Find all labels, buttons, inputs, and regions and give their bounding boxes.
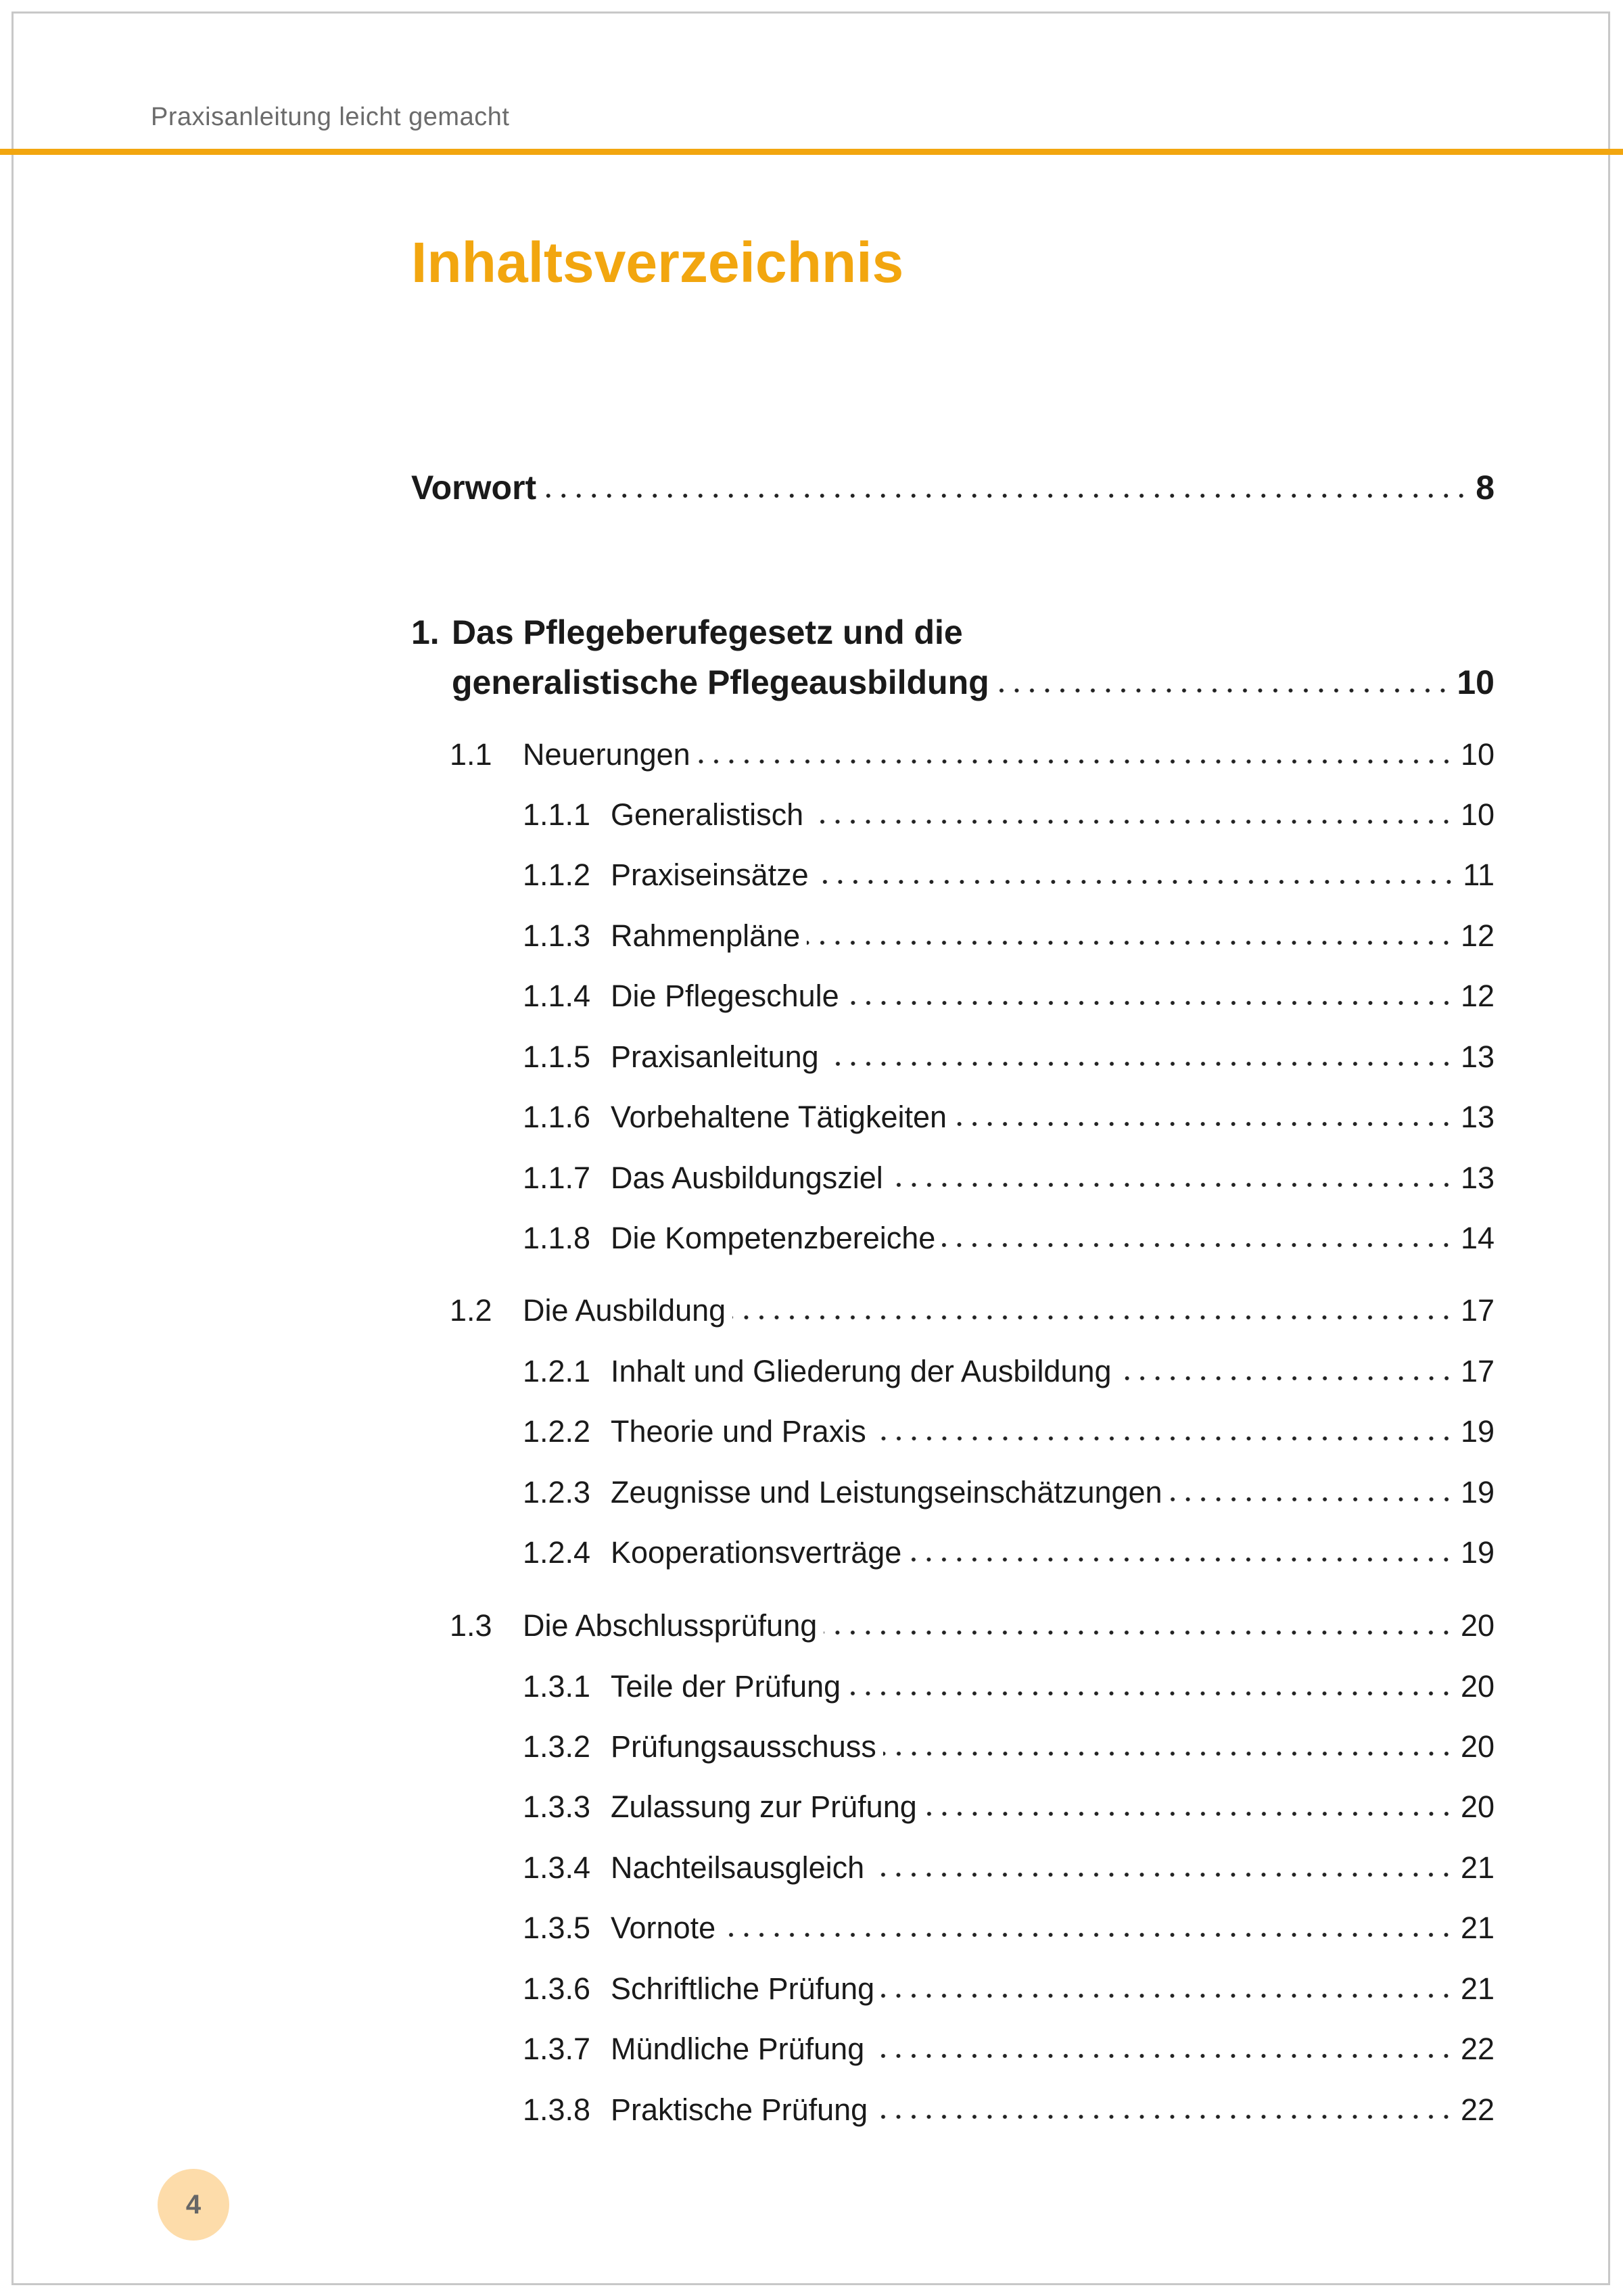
toc-title: Inhalt und Gliederung der Ausbildung: [611, 1354, 1112, 1388]
toc-entry[interactable]: [0, 1669, 1495, 1704]
toc-entry[interactable]: [0, 1354, 1495, 1389]
toc-title: Zeugnisse und Leistungseinschätzungen: [611, 1475, 1162, 1509]
toc-title: Das Ausbildungsziel: [611, 1161, 883, 1195]
toc-number: 1.1.5: [523, 1039, 591, 1074]
dot-leader: [890, 1181, 1454, 1188]
header-rule: [0, 149, 1623, 155]
dot-leader: [807, 939, 1454, 946]
toc-page: 13: [1460, 1161, 1495, 1195]
toc-page: 13: [1460, 1039, 1495, 1074]
toc-title: Theorie und Praxis: [611, 1414, 866, 1449]
toc-title: Praxiseinsätze: [611, 858, 809, 892]
toc-page: 10: [1457, 663, 1495, 701]
toc-number: 1.1.8: [523, 1221, 591, 1255]
toc-number: 1.1.6: [523, 1100, 591, 1134]
toc-entry[interactable]: [0, 1535, 1495, 1570]
toc-number: 1.3.1: [523, 1669, 591, 1704]
dot-leader: [847, 1690, 1454, 1697]
toc-title: Schriftliche Prüfung: [611, 1971, 875, 2006]
toc-page: 19: [1460, 1535, 1495, 1570]
toc-page: 20: [1460, 1608, 1495, 1643]
toc-title: Kooperationsverträge: [611, 1535, 902, 1570]
page-number-badge: [158, 2169, 229, 2241]
toc-entry[interactable]: [0, 1971, 1495, 2007]
toc-entry[interactable]: [0, 1161, 1495, 1196]
dot-leader: [846, 1000, 1454, 1006]
dot-leader: [883, 1750, 1454, 1757]
toc-entry[interactable]: [0, 1100, 1495, 1135]
toc-entry[interactable]: [0, 1221, 1495, 1256]
toc-entry[interactable]: [0, 1608, 1495, 1643]
toc-title: generalistische Pflegeausbildung: [452, 663, 989, 701]
toc-page: 20: [1460, 1789, 1495, 1824]
toc-entry[interactable]: [0, 468, 1495, 507]
toc-title: Praxisanleitung: [611, 1039, 819, 1074]
toc-title: Teile der Prüfung: [611, 1669, 841, 1704]
toc-title: Die Ausbildung: [523, 1293, 726, 1328]
toc-page: 22: [1460, 2092, 1495, 2127]
toc-number: 1.3.5: [523, 1911, 591, 1945]
dot-leader: [1119, 1375, 1454, 1382]
toc-entry[interactable]: [0, 1414, 1495, 1449]
toc-number: 1.2.3: [523, 1475, 591, 1509]
toc-entry[interactable]: [0, 858, 1495, 893]
dot-leader: [824, 1629, 1454, 1636]
toc-number: 1.1.2: [523, 858, 591, 892]
dot-leader: [908, 1556, 1454, 1563]
toc-entry[interactable]: [0, 1789, 1495, 1825]
dot-leader: [543, 492, 1469, 499]
dot-leader: [996, 687, 1451, 694]
toc-title: Vorbehaltene Tätigkeiten: [611, 1100, 947, 1134]
toc-title: Vorwort: [411, 469, 537, 507]
toc-page: 20: [1460, 1669, 1495, 1704]
dot-leader: [697, 758, 1454, 765]
toc-title: Rahmenpläne: [611, 918, 801, 953]
dot-leader: [816, 878, 1457, 885]
toc-entry[interactable]: [0, 1911, 1495, 1946]
dot-leader: [881, 1992, 1454, 1999]
toc-page: 10: [1460, 797, 1495, 832]
toc-entry[interactable]: [0, 1039, 1495, 1075]
toc-page: 14: [1460, 1221, 1495, 1255]
toc-number: 1.3.6: [523, 1971, 591, 2006]
toc-title: Mündliche Prüfung: [611, 2032, 865, 2066]
toc-number: 1.3.4: [523, 1850, 591, 1885]
toc-entry[interactable]: [0, 1293, 1495, 1328]
toc-entry[interactable]: [0, 737, 1495, 772]
toc-title: Nachteilsausgleich: [611, 1850, 865, 1885]
toc-number: 1.3.7: [523, 2032, 591, 2066]
dot-leader: [954, 1121, 1454, 1127]
toc-number: 1.3.8: [523, 2092, 591, 2127]
page-title: Inhaltsverzeichnis: [411, 231, 904, 294]
toc-page: 12: [1460, 979, 1495, 1013]
toc-entry[interactable]: [0, 918, 1495, 954]
toc-number: 1.1.1: [523, 797, 591, 832]
dot-leader: [871, 1871, 1454, 1878]
toc-entry[interactable]: [0, 979, 1495, 1014]
toc-number: 1.2: [450, 1293, 492, 1328]
toc-number: 1.2.2: [523, 1414, 591, 1449]
toc-number: 1.3: [450, 1608, 492, 1643]
toc-title: Zulassung zur Prüfung: [611, 1789, 917, 1824]
toc-entry[interactable]: [0, 2092, 1495, 2128]
toc-entry-line1: [0, 613, 1495, 652]
running-header: Praxisanleitung leicht gemacht: [151, 103, 510, 131]
toc-page: 22: [1460, 2032, 1495, 2066]
toc-entry[interactable]: [0, 797, 1495, 833]
toc-title: Vornote: [611, 1911, 716, 1945]
toc-entry[interactable]: [0, 2032, 1495, 2067]
toc-page: 19: [1460, 1475, 1495, 1509]
dot-leader: [871, 2053, 1454, 2059]
toc-page: 19: [1460, 1414, 1495, 1449]
toc-title: Die Pflegeschule: [611, 979, 839, 1013]
toc-page: 17: [1460, 1293, 1495, 1328]
toc-number: 1.1.7: [523, 1161, 591, 1195]
toc-entry[interactable]: [0, 1475, 1495, 1510]
toc-title: Generalistisch: [611, 797, 804, 832]
dot-leader: [874, 2113, 1454, 2120]
toc-number: 1.1.4: [523, 979, 591, 1013]
toc-number: 1.: [411, 613, 440, 651]
toc-title: Prüfungsausschuss: [611, 1729, 876, 1764]
dot-leader: [1169, 1496, 1454, 1503]
toc-entry[interactable]: [0, 663, 1495, 702]
dot-leader: [810, 818, 1454, 825]
toc-entry[interactable]: [0, 1729, 1495, 1764]
toc-number: 1.1.3: [523, 918, 591, 953]
toc-title: Praktische Prüfung: [611, 2092, 868, 2127]
toc-entry[interactable]: [0, 1850, 1495, 1885]
toc-title: Die Kompetenzbereiche: [611, 1221, 936, 1255]
toc-number: 1.2.1: [523, 1354, 591, 1388]
toc-title: Das Pflegeberufegesetz und die: [452, 613, 963, 651]
toc-page: 21: [1460, 1911, 1495, 1945]
toc-page: 21: [1460, 1971, 1495, 2006]
toc-page: 12: [1460, 918, 1495, 953]
toc-page: 11: [1463, 858, 1495, 892]
toc-page: 20: [1460, 1729, 1495, 1764]
toc-title: Die Abschlussprüfung: [523, 1608, 818, 1643]
toc-page: 10: [1460, 737, 1495, 772]
toc-page: 21: [1460, 1850, 1495, 1885]
toc-page: 8: [1476, 469, 1495, 507]
dot-leader: [873, 1435, 1454, 1442]
toc-title: Neuerungen: [523, 737, 690, 772]
dot-leader: [942, 1242, 1454, 1248]
dot-leader: [924, 1810, 1454, 1817]
toc-number: 1.2.4: [523, 1535, 591, 1570]
dot-leader: [732, 1314, 1454, 1321]
toc-number: 1.3.2: [523, 1729, 591, 1764]
toc-page: 17: [1460, 1354, 1495, 1388]
toc-page: 13: [1460, 1100, 1495, 1134]
dot-leader: [826, 1060, 1454, 1067]
dot-leader: [722, 1931, 1454, 1938]
toc-number: 1.3.3: [523, 1789, 591, 1824]
page-number: 4: [185, 2189, 202, 2220]
toc-number: 1.1: [450, 737, 492, 772]
